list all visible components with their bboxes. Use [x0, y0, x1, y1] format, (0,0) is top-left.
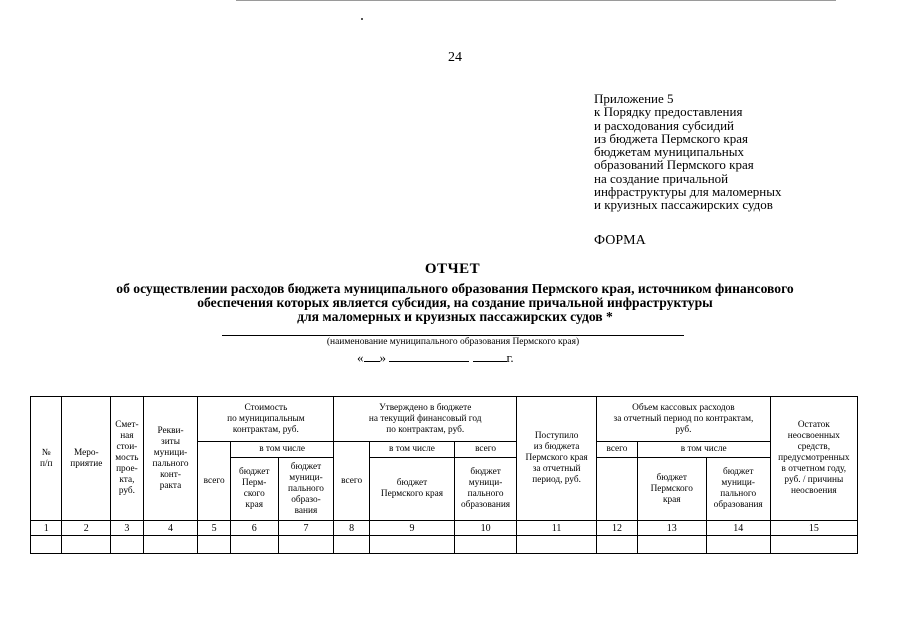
- appendix-line: и круизных пассажирских судов: [594, 197, 773, 213]
- header-cash-including: в том числе: [637, 442, 770, 458]
- date-year-field[interactable]: [473, 350, 507, 362]
- table-cell[interactable]: [597, 536, 638, 554]
- column-number: 5: [198, 521, 230, 536]
- header-estimate: Смет- ная стои- мость прое- кта, руб.: [111, 397, 143, 521]
- header-cost-group: Стоимость по муниципальным контрактам, руб.: [198, 397, 334, 442]
- header-approved-total: всего: [334, 442, 370, 521]
- header-cash-municipal: бюджет муници- пального образования: [706, 458, 770, 521]
- header-approved-total-2: всего: [455, 442, 517, 458]
- column-number-row: [31, 521, 858, 536]
- table-cell[interactable]: [143, 536, 198, 554]
- appendix-line: бюджетам муниципальных: [594, 144, 744, 160]
- subtitle-line: для маломерных и круизных пассажирских судов *: [297, 309, 613, 324]
- table-cell[interactable]: [770, 536, 857, 554]
- date-month-field[interactable]: [389, 350, 469, 362]
- page-number: 24: [448, 50, 462, 65]
- appendix-line: к Порядку предоставления: [594, 104, 743, 120]
- date-quote-open: «: [357, 350, 364, 365]
- form-label: ФОРМА: [594, 233, 646, 248]
- table-cell[interactable]: [334, 536, 370, 554]
- header-cash-total: всего: [597, 442, 638, 458]
- header-row-1: [31, 397, 858, 442]
- scan-speck: [361, 18, 363, 20]
- appendix-line: из бюджета Пермского края: [594, 130, 749, 146]
- column-number: 9: [369, 521, 454, 536]
- appendix-line: Приложение 5: [594, 91, 674, 106]
- header-remainder: Остаток неосвоенных средств, предусмотренных в отчетном году, руб. / причины неосвоения: [770, 397, 857, 521]
- column-number: 1: [31, 521, 62, 536]
- table-cell[interactable]: [369, 536, 454, 554]
- header-approved-municipal: бюджет муници- пального образования: [455, 458, 517, 521]
- date-quote-close: »: [379, 350, 386, 365]
- table-cell[interactable]: [455, 536, 517, 554]
- table-row: [31, 536, 858, 554]
- date-day-field[interactable]: [364, 350, 380, 362]
- table-cell[interactable]: [706, 536, 770, 554]
- header-approved-regional: бюджет Пермского края: [369, 458, 454, 521]
- header-approved-group: Утверждено в бюджете на текущий финансовый год по контрактам, руб.: [334, 397, 517, 442]
- header-requisites: Рекви- зиты муници- пального конт- ракта: [143, 397, 198, 521]
- header-cash-regional: бюджет Пермского края: [637, 458, 706, 521]
- header-cost-regional: бюджет Перм- ского края: [230, 458, 278, 521]
- table-cell[interactable]: [31, 536, 62, 554]
- table-cell[interactable]: [637, 536, 706, 554]
- header-num: № п/п: [31, 397, 62, 521]
- header-cost-including: в том числе: [230, 442, 334, 458]
- header-event: Меро- приятие: [62, 397, 111, 521]
- header-cash-group: Объем кассовых расходов за отчетный период по контрактам, руб.: [597, 397, 770, 442]
- appendix-line: и расходования субсидий: [594, 117, 734, 133]
- appendix-block: [594, 92, 781, 212]
- header-cash-empty: [597, 458, 638, 521]
- header-cost-total: всего: [198, 442, 230, 521]
- table-cell[interactable]: [111, 536, 143, 554]
- header-cost-municipal: бюджет муници- пального образо- вания: [278, 458, 334, 521]
- column-number: 11: [517, 521, 597, 536]
- appendix-line: на создание причальной: [594, 170, 729, 186]
- table-cell[interactable]: [278, 536, 334, 554]
- header-approved-including: в том числе: [369, 442, 454, 458]
- column-number: 8: [334, 521, 370, 536]
- report-table: [30, 396, 858, 554]
- table-cell[interactable]: [230, 536, 278, 554]
- table-cell[interactable]: [62, 536, 111, 554]
- column-number: 6: [230, 521, 278, 536]
- column-number: 12: [597, 521, 638, 536]
- subtitle-line: об осуществлении расходов бюджета муниципального образования Пермского края, источником финансового: [116, 281, 794, 296]
- date-year-suffix: г.: [506, 350, 514, 365]
- appendix-line: образований Пермского края: [594, 157, 754, 173]
- column-number: 15: [770, 521, 857, 536]
- column-number: 14: [706, 521, 770, 536]
- column-number: 10: [455, 521, 517, 536]
- municipality-name-caption: (наименование муниципального образования Пермского края): [326, 337, 580, 347]
- report-subtitle: [40, 282, 870, 324]
- column-number: 13: [637, 521, 706, 536]
- header-received: Поступило из бюджета Пермского края за отчетный период, руб.: [517, 397, 597, 521]
- column-number: 2: [62, 521, 111, 536]
- column-number: 3: [111, 521, 143, 536]
- appendix-line: инфраструктуры для маломерных: [594, 184, 782, 200]
- municipality-name-line[interactable]: [222, 335, 684, 336]
- column-number: 4: [143, 521, 198, 536]
- subtitle-line: обеспечения которых является субсидия, на создание причальной инфраструктуры: [197, 295, 713, 310]
- report-title: ОТЧЕТ: [424, 261, 481, 277]
- table-cell[interactable]: [517, 536, 597, 554]
- report-date: [357, 350, 514, 366]
- column-number: 7: [278, 521, 334, 536]
- table-cell[interactable]: [198, 536, 230, 554]
- scan-top-rule: [236, 0, 836, 1]
